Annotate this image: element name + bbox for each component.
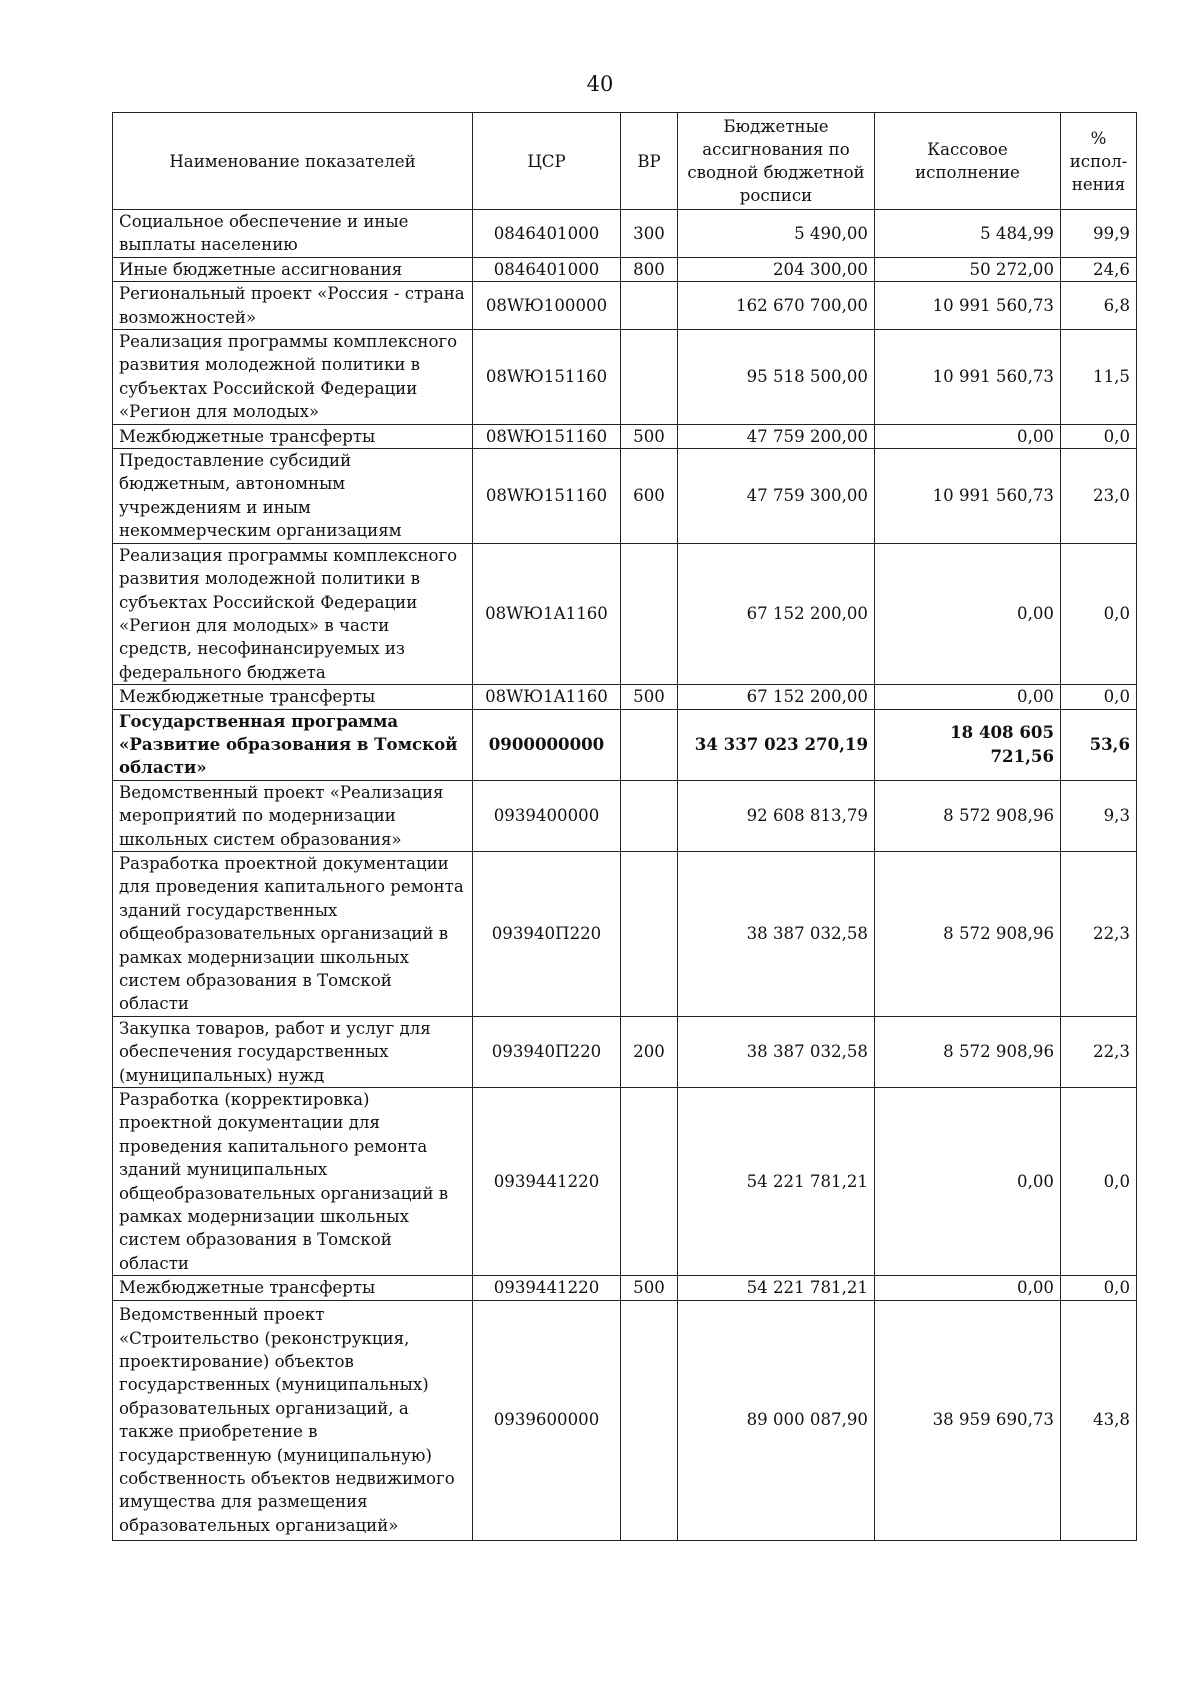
cell-name: Межбюджетные трансферты <box>113 424 473 448</box>
cell-name: Социальное обеспечение и иные выплаты населению <box>113 210 473 258</box>
cell-name: Региональный проект «Россия - страна возможностей» <box>113 282 473 330</box>
cell-cash: 18 408 605 721,56 <box>875 709 1061 780</box>
cell-vr <box>621 1088 678 1276</box>
table-header-row <box>113 113 1137 210</box>
cell-csr: 08WЮ151160 <box>473 449 621 544</box>
table-row <box>113 330 1137 425</box>
cell-percent: 0,0 <box>1061 1276 1137 1300</box>
cell-name: Разработка проектной документации для проведения капитального ремонта зданий государственных общеобразовательных организаций в рамках модернизации школьных систем образования в Томской области <box>113 851 473 1016</box>
cell-budget: 47 759 200,00 <box>678 424 875 448</box>
cell-vr: 200 <box>621 1016 678 1087</box>
cell-vr <box>621 780 678 851</box>
cell-cash: 0,00 <box>875 1088 1061 1276</box>
cell-percent: 0,0 <box>1061 1088 1137 1276</box>
cell-cash: 8 572 908,96 <box>875 780 1061 851</box>
cell-budget: 34 337 023 270,19 <box>678 709 875 780</box>
cell-cash: 0,00 <box>875 1276 1061 1300</box>
cell-cash: 0,00 <box>875 424 1061 448</box>
cell-name: Ведомственный проект «Строительство (реконструкция, проектирование) объектов государственных (муниципальных) образовательных организаций, а также приобретение в государственную (муниципальную) собственность объектов недвижимого имущества для размещения образовательных организаций» <box>113 1300 473 1540</box>
cell-percent: 0,0 <box>1061 424 1137 448</box>
cell-percent: 22,3 <box>1061 851 1137 1016</box>
table-row <box>113 851 1137 1016</box>
cell-cash: 0,00 <box>875 685 1061 709</box>
cell-csr: 0939441220 <box>473 1276 621 1300</box>
cell-vr: 600 <box>621 449 678 544</box>
header-percent: % испол-нения <box>1061 113 1137 210</box>
cell-csr: 08WЮ1A1160 <box>473 543 621 684</box>
cell-name: Реализация программы комплексного развития молодежной политики в субъектах Российской Федерации «Регион для молодых» <box>113 330 473 425</box>
cell-name: Разработка (корректировка) проектной документации для проведения капитального ремонта зданий муниципальных общеобразовательных организаций в рамках модернизации школьных систем образования в Томской области <box>113 1088 473 1276</box>
header-budget: Бюджетные ассигнования по сводной бюджетной росписи <box>678 113 875 210</box>
cell-budget: 95 518 500,00 <box>678 330 875 425</box>
cell-budget: 204 300,00 <box>678 257 875 281</box>
cell-cash: 50 272,00 <box>875 257 1061 281</box>
table-row <box>113 1088 1137 1276</box>
cell-name: Ведомственный проект «Реализация мероприятий по модернизации школьных систем образования» <box>113 780 473 851</box>
cell-budget: 89 000 087,90 <box>678 1300 875 1540</box>
cell-cash: 10 991 560,73 <box>875 330 1061 425</box>
cell-budget: 67 152 200,00 <box>678 685 875 709</box>
cell-budget: 92 608 813,79 <box>678 780 875 851</box>
cell-csr: 0846401000 <box>473 210 621 258</box>
cell-csr: 0939441220 <box>473 1088 621 1276</box>
cell-budget: 162 670 700,00 <box>678 282 875 330</box>
cell-cash: 10 991 560,73 <box>875 282 1061 330</box>
cell-cash: 5 484,99 <box>875 210 1061 258</box>
table-row <box>113 709 1137 780</box>
cell-vr <box>621 709 678 780</box>
budget-execution-table <box>112 112 1137 1541</box>
cell-percent: 0,0 <box>1061 543 1137 684</box>
cell-name: Иные бюджетные ассигнования <box>113 257 473 281</box>
cell-percent: 53,6 <box>1061 709 1137 780</box>
cell-csr: 08WЮ100000 <box>473 282 621 330</box>
cell-name: Предоставление субсидий бюджетным, автономным учреждениям и иным некоммерческим организациям <box>113 449 473 544</box>
cell-percent: 0,0 <box>1061 685 1137 709</box>
cell-vr: 500 <box>621 1276 678 1300</box>
cell-vr: 800 <box>621 257 678 281</box>
cell-percent: 6,8 <box>1061 282 1137 330</box>
cell-name: Государственная программа «Развитие образования в Томской области» <box>113 709 473 780</box>
cell-cash: 38 959 690,73 <box>875 1300 1061 1540</box>
cell-budget: 67 152 200,00 <box>678 543 875 684</box>
cell-vr <box>621 543 678 684</box>
cell-csr: 0939600000 <box>473 1300 621 1540</box>
cell-percent: 23,0 <box>1061 449 1137 544</box>
cell-percent: 11,5 <box>1061 330 1137 425</box>
table-row <box>113 780 1137 851</box>
table-row <box>113 1016 1137 1087</box>
cell-csr: 08WЮ151160 <box>473 424 621 448</box>
table-row <box>113 282 1137 330</box>
cell-csr: 08WЮ151160 <box>473 330 621 425</box>
cell-budget: 47 759 300,00 <box>678 449 875 544</box>
cell-cash: 8 572 908,96 <box>875 1016 1061 1087</box>
cell-budget: 38 387 032,58 <box>678 851 875 1016</box>
table-row <box>113 257 1137 281</box>
cell-vr <box>621 1300 678 1540</box>
cell-percent: 43,8 <box>1061 1300 1137 1540</box>
page-number: 40 <box>586 72 614 96</box>
cell-name: Межбюджетные трансферты <box>113 1276 473 1300</box>
cell-cash: 0,00 <box>875 543 1061 684</box>
cell-csr: 0900000000 <box>473 709 621 780</box>
cell-csr: 08WЮ1A1160 <box>473 685 621 709</box>
cell-percent: 22,3 <box>1061 1016 1137 1087</box>
cell-vr: 500 <box>621 685 678 709</box>
cell-percent: 99,9 <box>1061 210 1137 258</box>
cell-csr: 093940П220 <box>473 1016 621 1087</box>
cell-name: Межбюджетные трансферты <box>113 685 473 709</box>
cell-percent: 24,6 <box>1061 257 1137 281</box>
cell-vr <box>621 282 678 330</box>
cell-csr: 0939400000 <box>473 780 621 851</box>
cell-name: Закупка товаров, работ и услуг для обеспечения государственных (муниципальных) нужд <box>113 1016 473 1087</box>
cell-vr: 300 <box>621 210 678 258</box>
table-row <box>113 210 1137 258</box>
cell-csr: 0846401000 <box>473 257 621 281</box>
cell-csr: 093940П220 <box>473 851 621 1016</box>
cell-vr <box>621 330 678 425</box>
header-cash: Кассовое исполнение <box>875 113 1061 210</box>
table-row <box>113 449 1137 544</box>
table-body <box>113 210 1137 1541</box>
cell-cash: 10 991 560,73 <box>875 449 1061 544</box>
table-row <box>113 1276 1137 1300</box>
cell-budget: 5 490,00 <box>678 210 875 258</box>
cell-cash: 8 572 908,96 <box>875 851 1061 1016</box>
cell-budget: 54 221 781,21 <box>678 1276 875 1300</box>
cell-vr: 500 <box>621 424 678 448</box>
header-name: Наименование показателей <box>113 113 473 210</box>
header-vr: ВР <box>621 113 678 210</box>
table-row <box>113 424 1137 448</box>
header-csr: ЦСР <box>473 113 621 210</box>
cell-percent: 9,3 <box>1061 780 1137 851</box>
table-row <box>113 543 1137 684</box>
cell-budget: 38 387 032,58 <box>678 1016 875 1087</box>
table-row <box>113 1300 1137 1540</box>
cell-vr <box>621 851 678 1016</box>
cell-name: Реализация программы комплексного развития молодежной политики в субъектах Российской Федерации «Регион для молодых» в части средств, несофинансируемых из федерального бюджета <box>113 543 473 684</box>
table-row <box>113 685 1137 709</box>
cell-budget: 54 221 781,21 <box>678 1088 875 1276</box>
